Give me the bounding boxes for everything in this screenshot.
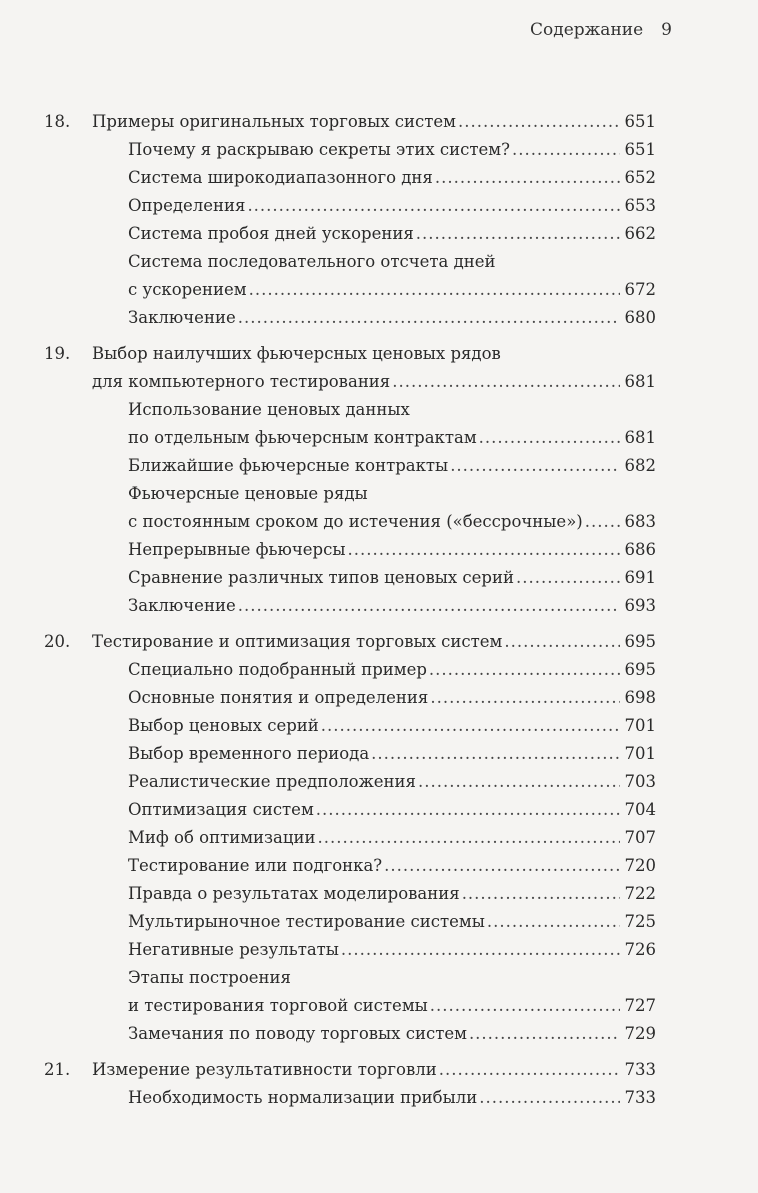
- toc-entry-title-line1: Система последовательного отсчета дней: [128, 252, 496, 271]
- toc-section-entry[interactable]: [44, 852, 656, 880]
- toc-section-entry[interactable]: [44, 796, 656, 824]
- toc-section-entry[interactable]: [44, 220, 656, 248]
- page-number: 9: [661, 20, 672, 40]
- dot-leader: [347, 536, 620, 564]
- toc-entry-page-number: 704: [624, 800, 656, 819]
- toc-entry-page-number: 693: [624, 596, 656, 615]
- running-header: [530, 20, 672, 40]
- dot-leader: [479, 1084, 620, 1112]
- toc-entry-title: Заключение: [128, 596, 236, 615]
- toc-entry-page-number: 683: [624, 512, 656, 531]
- chapter-spacer: [44, 620, 656, 628]
- dot-leader: [429, 656, 620, 684]
- dot-leader: [435, 164, 620, 192]
- toc-entry-title: Непрерывные фьючерсы: [128, 540, 346, 559]
- toc-section-entry[interactable]: [44, 136, 656, 164]
- toc-section-entry[interactable]: [44, 712, 656, 740]
- toc-entry-title: Реалистические предположения: [128, 772, 416, 791]
- toc-chapter-entry[interactable]: [44, 108, 656, 136]
- toc-entry-title: Замечания по поводу торговых систем: [128, 1024, 467, 1043]
- toc-entry-page-number: 701: [624, 744, 656, 763]
- toc-chapter-entry[interactable]: [44, 628, 656, 656]
- toc-entry-page-number: 729: [624, 1024, 656, 1043]
- toc-section-entry[interactable]: [44, 536, 656, 564]
- toc-chapter-entry[interactable]: [44, 1056, 656, 1084]
- toc-entry-page-number: 681: [624, 428, 656, 447]
- dot-leader: [316, 796, 620, 824]
- toc-entry-page-number: 680: [624, 308, 656, 327]
- dot-leader: [371, 740, 620, 768]
- toc-entry-title-line1: Выбор наилучших фьючерсных ценовых рядов: [92, 344, 501, 363]
- dot-leader: [321, 712, 620, 740]
- toc-entry-page-number: 698: [624, 688, 656, 707]
- toc-section-entry[interactable]: [44, 880, 656, 908]
- toc-section-entry[interactable]: [44, 964, 656, 1020]
- dot-leader: [512, 136, 620, 164]
- toc-entry-title: для компьютерного тестирования: [92, 372, 391, 391]
- dot-leader: [462, 880, 620, 908]
- dot-leader: [430, 992, 620, 1020]
- toc-entry-title: Примеры оригинальных торговых систем: [92, 112, 456, 131]
- toc-entry-page-number: 725: [624, 912, 656, 931]
- toc-entry-page-number: 682: [624, 456, 656, 475]
- dot-leader: [247, 192, 620, 220]
- toc-section-entry[interactable]: [44, 1020, 656, 1048]
- dot-leader: [418, 768, 620, 796]
- toc-entry-page-number: 653: [624, 196, 656, 215]
- toc-entry-page-number: 703: [624, 772, 656, 791]
- toc-entry-title: Правда о результатах моделирования: [128, 884, 460, 903]
- toc-entry-title: Выбор ценовых серий: [128, 716, 319, 735]
- toc-entry-title: Сравнение различных типов ценовых серий: [128, 568, 514, 587]
- toc-entry-page-number: 701: [624, 716, 656, 735]
- toc-entry-page-number: 691: [624, 568, 656, 587]
- toc-entry-page-number: 733: [624, 1060, 656, 1079]
- dot-leader: [318, 824, 621, 852]
- toc-entry-title: Выбор временного периода: [128, 744, 370, 763]
- toc-section-entry[interactable]: [44, 480, 656, 536]
- toc-chapter-entry[interactable]: [44, 340, 656, 396]
- toc-section-entry[interactable]: [44, 908, 656, 936]
- toc-entry-title: и тестирования торговой системы: [128, 996, 428, 1015]
- toc-entry-title: Специально подобранный пример: [128, 660, 427, 679]
- dot-leader: [479, 424, 620, 452]
- toc-entry-title: Заключение: [128, 308, 236, 327]
- toc-entry-title: Негативные результаты: [128, 940, 339, 959]
- toc-section-entry[interactable]: [44, 740, 656, 768]
- toc-section-entry[interactable]: [44, 304, 656, 332]
- dot-leader: [458, 108, 620, 136]
- toc-section-entry[interactable]: [44, 564, 656, 592]
- dot-leader: [487, 908, 620, 936]
- toc-entry-title: Необходимость нормализации прибыли: [128, 1088, 478, 1107]
- toc-entry-title: с постоянным сроком до истечения («бессрочные»): [128, 512, 583, 531]
- dot-leader: [341, 936, 620, 964]
- toc-section-entry[interactable]: [44, 396, 656, 452]
- toc-entry-title: Почему я раскрываю секреты этих систем?: [128, 140, 510, 159]
- dot-leader: [430, 684, 620, 712]
- dot-leader: [504, 628, 620, 656]
- toc-entry-page-number: 662: [624, 224, 656, 243]
- toc-entry-title: Система пробоя дней ускорения: [128, 224, 414, 243]
- toc-entry-page-number: 686: [624, 540, 656, 559]
- toc-section-entry[interactable]: [44, 936, 656, 964]
- toc-entry-page-number: 672: [624, 280, 656, 299]
- toc-section-entry[interactable]: [44, 824, 656, 852]
- toc-section-entry[interactable]: [44, 192, 656, 220]
- dot-leader: [450, 452, 620, 480]
- dot-leader: [238, 304, 620, 332]
- toc-entry-title: Определения: [128, 196, 246, 215]
- toc-entry-page-number: 720: [624, 856, 656, 875]
- toc-entry-page-number: 652: [624, 168, 656, 187]
- dot-leader: [384, 852, 620, 880]
- toc-entry-title: Мультирыночное тестирование системы: [128, 912, 485, 931]
- dot-leader: [392, 368, 620, 396]
- toc-section-entry[interactable]: [44, 452, 656, 480]
- toc-entry-title: Основные понятия и определения: [128, 688, 429, 707]
- toc-entry-page-number: 722: [624, 884, 656, 903]
- toc-entry-title: Тестирование и оптимизация торговых систем: [92, 632, 503, 651]
- running-header-title: Содержание: [530, 20, 644, 40]
- toc-entry-title: Измерение результативности торговли: [92, 1060, 437, 1079]
- dot-leader: [469, 1020, 620, 1048]
- toc-entry-title: Оптимизация систем: [128, 800, 314, 819]
- dot-leader: [516, 564, 620, 592]
- toc-section-entry[interactable]: [44, 248, 656, 304]
- toc-section-entry[interactable]: [44, 164, 656, 192]
- toc-entry-page-number: 726: [624, 940, 656, 959]
- toc-section-entry[interactable]: [44, 656, 656, 684]
- chapter-number: 21.: [44, 1060, 71, 1079]
- toc-entry-page-number: 651: [624, 140, 656, 159]
- dot-leader: [585, 508, 620, 536]
- toc-entry-title: с ускорением: [128, 280, 247, 299]
- toc-entry-title-line1: Фьючерсные ценовые ряды: [128, 484, 368, 503]
- toc-entry-title-line1: Этапы построения: [128, 968, 291, 987]
- toc-entry-page-number: 727: [624, 996, 656, 1015]
- chapter-number: 19.: [44, 344, 71, 363]
- dot-leader: [439, 1056, 620, 1084]
- toc-entry-title: Система широкодиапазонного дня: [128, 168, 433, 187]
- toc-entry-title: Миф об оптимизации: [128, 828, 316, 847]
- toc-entry-title: Ближайшие фьючерсные контракты: [128, 456, 449, 475]
- toc-entry-page-number: 695: [624, 660, 656, 679]
- toc-entry-page-number: 707: [624, 828, 656, 847]
- toc-section-entry[interactable]: [44, 684, 656, 712]
- chapter-spacer: [44, 332, 656, 340]
- dot-leader: [416, 220, 620, 248]
- toc-section-entry[interactable]: [44, 592, 656, 620]
- dot-leader: [249, 276, 620, 304]
- chapter-spacer: [44, 1048, 656, 1056]
- toc-entry-page-number: 681: [624, 372, 656, 391]
- chapter-number: 20.: [44, 632, 71, 651]
- toc-section-entry[interactable]: [44, 1084, 656, 1112]
- chapter-number: 18.: [44, 112, 71, 131]
- dot-leader: [238, 592, 620, 620]
- toc-section-entry[interactable]: [44, 768, 656, 796]
- toc-entry-page-number: 651: [624, 112, 656, 131]
- toc-entry-title: Тестирование или подгонка?: [128, 856, 383, 875]
- toc-entry-page-number: 733: [624, 1088, 656, 1107]
- table-of-contents: [44, 108, 656, 1112]
- toc-entry-page-number: 695: [624, 632, 656, 651]
- toc-entry-title: по отдельным фьючерсным контрактам: [128, 428, 477, 447]
- toc-entry-title-line1: Использование ценовых данных: [128, 400, 410, 419]
